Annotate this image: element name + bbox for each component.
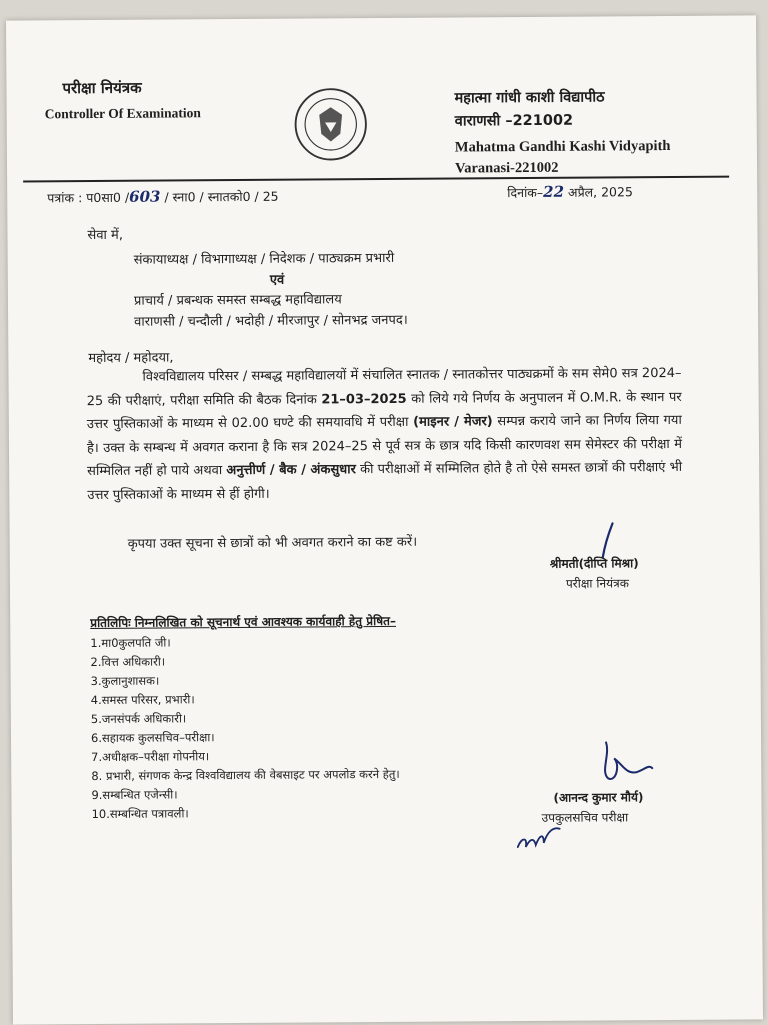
date-day-handwritten: 22 [543, 182, 565, 201]
list-item: 4.समस्त परिसर, प्रभारी। [90, 692, 195, 708]
date-suffix: अप्रैल, 2025 [567, 184, 633, 200]
university-name-english: Mahatma Gandhi Kashi Vidyapith [454, 137, 671, 156]
address-and: एवं [269, 272, 285, 288]
copy-to-list [90, 632, 400, 824]
letter-body-paragraph [86, 362, 682, 508]
address-line-1: संकायाध्यक्ष / विभागाध्यक्ष / निदेशक / पाठ्यक्रम प्रभारी [133, 250, 395, 268]
body-text-4: की परीक्षाओं में सम्मिलित होते है तो ऐसे समस्त छात्रों की परीक्षाएं भी उत्तर पुस्तिकाओं के माध्यम से हीं होगी। [87, 460, 683, 504]
list-item: 1.मा0कुलपति जी। [90, 635, 171, 651]
exam-categories: अनुत्तीर्ण / बैक / अंकसुधार [226, 462, 356, 479]
reference-number: पत्रांक : प0सा0 /603 / स्ना0 / स्नातको0 / 25 [47, 187, 279, 206]
signatory-2-title: उपकुलसचिव परीक्षा [541, 810, 629, 825]
address-line-2: प्राचार्य / प्रबन्धक समस्त सम्बद्ध महाविद्यालय [133, 292, 342, 309]
ref-suffix: स्ना0 / स्नातको0 / 25 [172, 188, 279, 205]
request-line: कृपया उक्त सूचना से छात्रों को भी अवगत कराने का कष्ट करें। [127, 534, 418, 552]
university-name-hindi: महात्मा गांधी काशी विद्यापीठ [454, 89, 605, 107]
office-title-hindi: परीक्षा नियंत्रक [62, 78, 142, 98]
address-to: सेवा में, [87, 227, 123, 244]
list-item: 7.अधीक्षक–परीक्षा गोपनीय। [91, 749, 210, 765]
date-prefix: दिनांक– [507, 184, 544, 201]
meeting-date: 21–03–2025 [321, 391, 407, 408]
ref-prefix: पत्रांक : प0सा0 [47, 189, 122, 206]
greeting: महोदय / महोदया, [88, 350, 174, 367]
university-city-hindi: वाराणसी –221002 [454, 112, 574, 130]
address-line-3: वाराणसी / चन्दौली / भदोही / मीरजापुर / सोनभद्र जनपद। [134, 312, 408, 330]
letter-date [507, 182, 633, 201]
body-text-1: विश्वविद्यालय परिसर / सम्बद्ध महाविद्यालयों में संचालित स्नातक / स्नातकोत्तर पाठ्यक्रमों के सम सेमे0 सत्र 2024–25 की परीक्षाएं, परीक्षा समिति की बैठक दिनांक [86, 365, 682, 409]
body-text-3: सम्पन्न कराये जाने का निर्णय लिया गया है। उक्त के सम्बन्ध में अवगत कराना है कि सत्र 2024–25 से पूर्व सत्र के छात्र यदि किसी कारणवश सम सेमेस्टर की परीक्षा में सम्मिलित नहीं हो पाये अथवा [86, 413, 683, 480]
body-text-2: को लिये गये निर्णय के अनुपालन में O.M.R. के स्थान पर उत्तर पुस्तिकाओं के माध्यम से 02.00 घण्टे की समयावधि में परीक्षा [86, 389, 682, 433]
signatory-1-name: श्रीमती(दीप्ति मिश्रा) [549, 556, 639, 571]
office-title-english: Controller Of Examination [44, 105, 201, 122]
list-item: 5.जनसंपर्क अधिकारी। [90, 711, 187, 727]
ref-number-handwritten: 603 [129, 187, 161, 206]
letter-sheet [6, 15, 763, 1024]
exam-type: (माइनर / मेजर) [413, 414, 493, 430]
signatory-2-name: (आनन्द कुमार मौर्य) [553, 790, 644, 805]
copy-to-heading: प्रतिलिपिः निम्नलिखित को सूचनार्थ एवं आवश्यक कार्यवाही हेतु प्रेषित– [90, 613, 397, 631]
list-item: 3.कुलानुशासक। [90, 673, 160, 689]
signatory-1-title: परीक्षा नियंत्रक [565, 576, 629, 591]
list-item: 8. प्रभारी, संगणक केन्द्र विश्वविद्यालय की वेबसाइट पर अपलोड करने हेतु। [91, 766, 400, 784]
list-item: 9.सम्बन्धित एजेन्सी। [91, 787, 178, 803]
signature-2-icon [596, 734, 656, 789]
university-city-english: Varanasi-221002 [454, 159, 559, 177]
list-item: 6.सहायक कुलसचिव–परीक्षा। [90, 730, 215, 746]
list-item: 10.सम्बन्धित पत्रावली। [91, 806, 189, 822]
list-item: 2.वित्त अधिकारी। [90, 654, 166, 670]
university-seal-icon [292, 86, 369, 163]
